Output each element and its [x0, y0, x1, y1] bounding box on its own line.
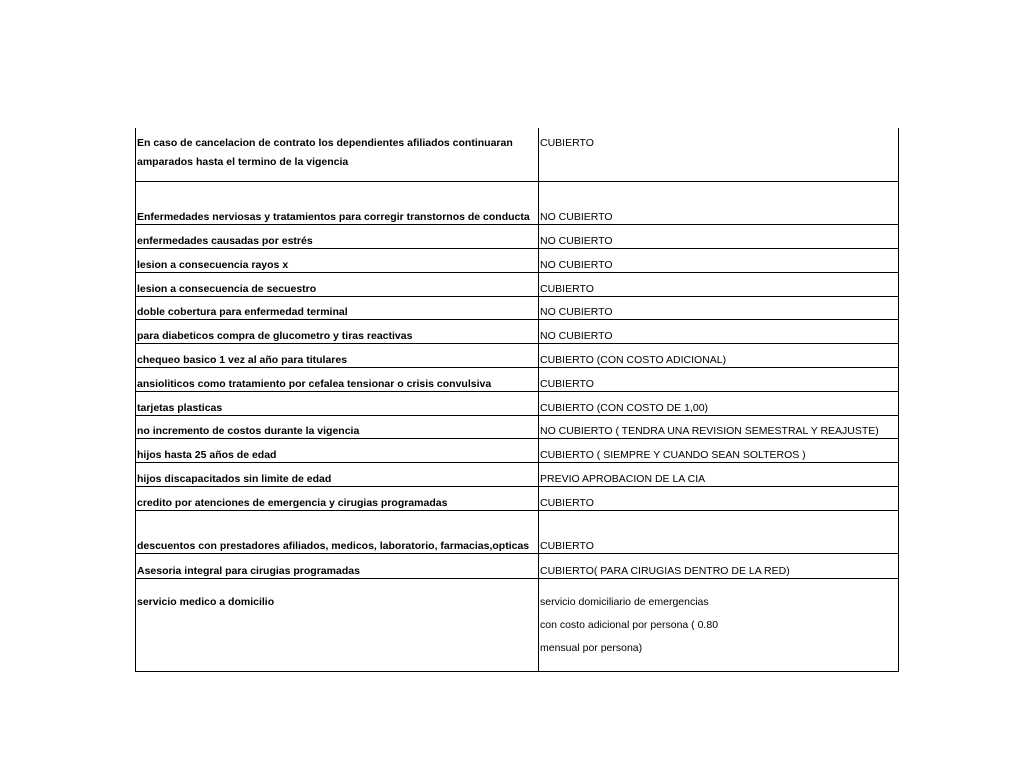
status-cell: CUBIERTO (CON COSTO ADICIONAL)	[539, 344, 899, 368]
benefit-cell: ansioliticos como tratamiento por cefalea tensionar o crisis convulsiva	[136, 368, 539, 392]
table-row	[136, 511, 899, 554]
table-row	[136, 416, 899, 439]
status-cell: servicio domiciliario de emergencias con costo adicional por persona ( 0.80 mensual por persona)	[539, 579, 899, 672]
benefit-cell: chequeo basico 1 vez al año para titulares	[136, 344, 539, 368]
status-cell: CUBIERTO	[539, 128, 899, 182]
benefit-cell: servicio medico a domicilio	[136, 579, 539, 672]
status-cell: CUBIERTO	[539, 511, 899, 554]
benefit-cell: hijos hasta 25 años de edad	[136, 439, 539, 463]
benefit-cell: enfermedades causadas por estrés	[136, 225, 539, 249]
benefit-cell: Enfermedades nerviosas y tratamientos para corregir transtornos de conducta	[136, 182, 539, 225]
table-row	[136, 225, 899, 249]
table-row	[136, 487, 899, 511]
status-cell: CUBIERTO	[539, 273, 899, 297]
benefit-cell: hijos discapacitados sin limite de edad	[136, 463, 539, 487]
table-row	[136, 368, 899, 392]
status-cell: NO CUBIERTO	[539, 320, 899, 344]
status-cell: NO CUBIERTO	[539, 297, 899, 320]
benefit-cell: tarjetas plasticas	[136, 392, 539, 416]
benefit-cell: Asesoria integral para cirugias programadas	[136, 554, 539, 579]
status-cell: CUBIERTO	[539, 368, 899, 392]
benefit-cell: En caso de cancelacion de contrato los dependientes afiliados continuaran amparados hasta el termino de la vigencia	[136, 128, 539, 182]
coverage-table	[135, 128, 899, 672]
status-cell: CUBIERTO (CON COSTO DE 1,00)	[539, 392, 899, 416]
benefit-cell: lesion a consecuencia rayos x	[136, 249, 539, 273]
status-cell: CUBIERTO	[539, 487, 899, 511]
table-row	[136, 320, 899, 344]
benefit-cell: lesion a consecuencia de secuestro	[136, 273, 539, 297]
status-cell: NO CUBIERTO	[539, 182, 899, 225]
benefit-cell: descuentos con prestadores afiliados, medicos, laboratorio, farmacias,opticas	[136, 511, 539, 554]
table-row	[136, 249, 899, 273]
table-row	[136, 344, 899, 368]
table-row	[136, 463, 899, 487]
status-cell: NO CUBIERTO	[539, 225, 899, 249]
benefit-cell: credito por atenciones de emergencia y cirugias programadas	[136, 487, 539, 511]
table-row	[136, 128, 899, 182]
status-cell: CUBIERTO( PARA CIRUGIAS DENTRO DE LA RED)	[539, 554, 899, 579]
table-row	[136, 554, 899, 579]
status-cell: NO CUBIERTO	[539, 249, 899, 273]
table-row	[136, 392, 899, 416]
table-row	[136, 579, 899, 672]
table-row	[136, 182, 899, 225]
benefit-cell: para diabeticos compra de glucometro y tiras reactivas	[136, 320, 539, 344]
table-row	[136, 439, 899, 463]
status-cell: NO CUBIERTO ( TENDRA UNA REVISION SEMESTRAL Y REAJUSTE)	[539, 416, 899, 439]
status-cell: CUBIERTO ( SIEMPRE Y CUANDO SEAN SOLTEROS )	[539, 439, 899, 463]
benefit-cell: doble cobertura para enfermedad terminal	[136, 297, 539, 320]
status-cell: PREVIO APROBACION DE LA CIA	[539, 463, 899, 487]
benefit-cell: no incremento de costos durante la vigencia	[136, 416, 539, 439]
table-row	[136, 273, 899, 297]
table-row	[136, 297, 899, 320]
